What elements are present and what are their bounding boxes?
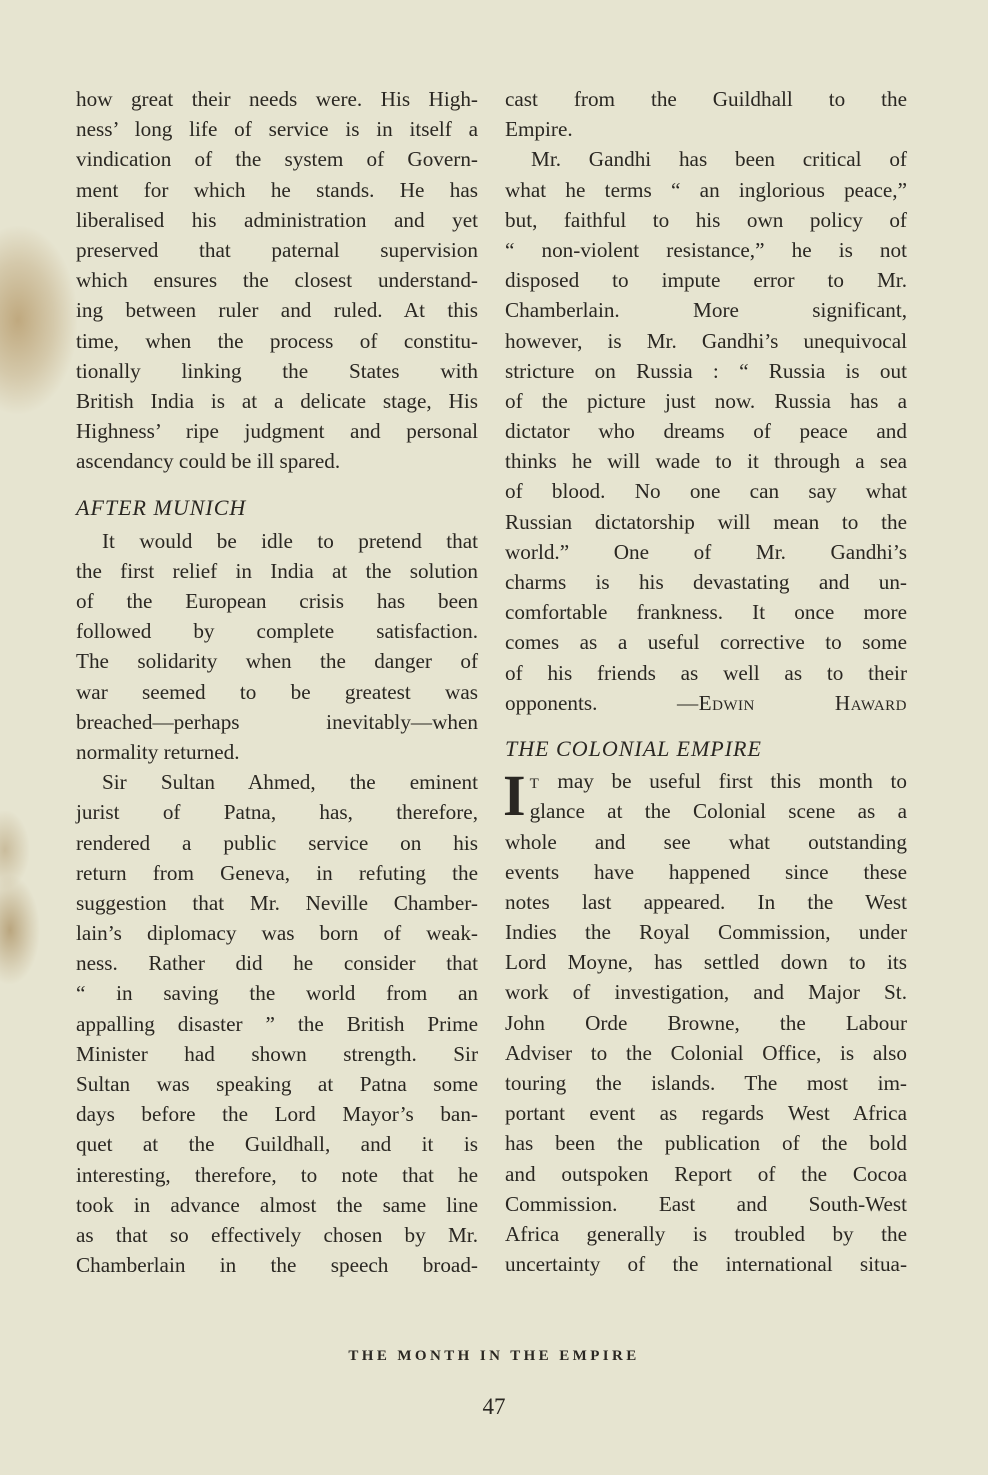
text-line: The solidarity when the danger of	[76, 649, 478, 674]
text-line: which ensures the closest understand-	[76, 268, 478, 293]
text-line: comes as a useful corrective to some	[505, 630, 907, 655]
text-line: Indies the Royal Commission, under	[505, 920, 907, 945]
text-line: of the European crisis has been	[76, 589, 478, 613]
text-line: war seemed to be greatest was	[76, 679, 478, 704]
running-footer-title: THE MONTH IN THE EMPIRE	[348, 1348, 640, 1364]
text-line: return from Geneva, in refuting the	[76, 860, 478, 885]
text-line: what he terms “ an inglorious peace,”	[505, 177, 907, 202]
text-line: Mr. Gandhi has been critical of	[531, 147, 907, 172]
text-line: Chamberlain in the speech broad-	[76, 1253, 478, 1278]
text-line: normality returned.	[76, 739, 240, 764]
text-line: world.” One of Mr. Gandhi’s	[505, 539, 907, 564]
text-line: Chamberlain. More significant,	[505, 298, 907, 323]
section-heading-after-munich: AFTER MUNICH	[76, 495, 247, 521]
text-line: quet at the Guildhall, and it is	[76, 1132, 478, 1157]
paragraph-broadcast-end	[505, 84, 907, 144]
author-signature: —Edwin Haward	[676, 690, 908, 715]
paragraph-his-highness	[76, 84, 478, 476]
text-line: ness’ long life of service is in itself a	[76, 117, 478, 142]
text-line: vindication of the system of Govern-	[76, 147, 478, 172]
text-line: stricture on Russia : “ Russia is out	[505, 358, 907, 383]
text-line: tionally linking the States with	[76, 358, 478, 383]
small-caps-lead: T	[529, 776, 540, 793]
text-line: comfortable frankness. It once more	[505, 600, 907, 625]
paragraph-colonial-empire-body	[505, 827, 907, 1280]
text-line: breached—perhaps inevitably—when	[76, 709, 478, 734]
text-line: glance at the Colonial scene as a	[529, 799, 907, 824]
text-line: “ non-violent resistance,” he is not	[505, 237, 907, 262]
text-line: ascendancy could be ill spared.	[76, 449, 341, 474]
text-line: liberalised his administration and yet	[76, 207, 478, 232]
text-line: followed by complete satisfaction.	[76, 619, 478, 644]
text-line: ment for which he stands. He has	[76, 177, 478, 202]
text-line: Commission. East and South-West	[505, 1191, 907, 1216]
text-line: John Orde Browne, the Labour	[505, 1010, 907, 1035]
text-line: took in advance almost the same line	[76, 1192, 478, 1217]
text-line: touring the islands. The most im-	[505, 1071, 907, 1095]
text-line: lain’s diplomacy was born of weak-	[76, 921, 478, 946]
text-line: uncertainty of the international situa-	[505, 1252, 907, 1277]
text-line: Adviser to the Colonial Office, is also	[505, 1040, 907, 1065]
text-line: portant event as regards West Africa	[505, 1101, 907, 1126]
text-line: Lord Moyne, has settled down to its	[505, 950, 907, 975]
text-line: of blood. No one can say what	[505, 479, 907, 504]
text-line: of his friends as well as to their	[505, 660, 907, 685]
right-column	[505, 84, 907, 1279]
text-line: days before the Lord Mayor’s ban-	[76, 1102, 478, 1127]
signature-line	[505, 688, 907, 718]
section-heading-colonial-empire: THE COLONIAL EMPIRE	[505, 735, 762, 761]
text-line: of the picture just now. Russia has a	[505, 388, 907, 413]
paragraph-gandhi	[505, 144, 907, 687]
paragraph-after-munich	[76, 526, 478, 768]
page-number: 47	[482, 1394, 506, 1419]
text-line: Sir Sultan Ahmed, the eminent	[102, 770, 478, 795]
text-line: but, faithful to his own policy of	[505, 207, 907, 232]
drop-cap: I	[503, 763, 526, 829]
text-line: suggestion that Mr. Neville Chamber-	[76, 890, 478, 915]
text-line: how great their needs were. His High-	[76, 87, 478, 111]
text-line: ness. Rather did he consider that	[76, 951, 478, 976]
text-line: It would be idle to pretend that	[102, 528, 478, 553]
text-line: thinks he will wade to it through a sea	[505, 449, 907, 474]
text-line: work of investigation, and Major St.	[505, 980, 907, 1005]
text-line: Africa generally is troubled by the	[505, 1221, 907, 1246]
text-line: interesting, therefore, to note that he	[76, 1162, 478, 1187]
text-line: as that so effectively chosen by Mr.	[76, 1222, 478, 1247]
text-line-content: may be useful first this month to	[539, 769, 907, 794]
text-line: the first relief in India at the solution	[76, 558, 478, 583]
text-line: charms is his devastating and un-	[505, 570, 907, 594]
text-line: events have happened since these	[505, 859, 907, 884]
paragraph-sir-sultan-ahmed	[76, 767, 478, 1280]
text-line: and outspoken Report of the Cocoa	[505, 1161, 907, 1186]
left-column	[76, 84, 478, 1280]
text-line: jurist of Patna, has, therefore,	[76, 800, 478, 825]
text-line: Minister had shown strength. Sir	[76, 1041, 478, 1066]
text-line: “ in saving the world from an	[76, 981, 478, 1006]
paragraph-last-word: opponents.	[505, 690, 598, 715]
text-line: ing between ruler and ruled. At this	[76, 298, 478, 323]
text-line: time, when the process of constitu-	[76, 328, 478, 353]
text-line: notes last appeared. In the West	[505, 889, 907, 914]
text-line: Russian dictatorship will mean to the	[505, 509, 907, 534]
text-line: British India is at a delicate stage, His	[76, 388, 478, 413]
text-line: rendered a public service on his	[76, 830, 478, 855]
text-line: has been the publication of the bold	[505, 1131, 907, 1156]
text-line: cast from the Guildhall to the	[505, 87, 907, 111]
paragraph-colonial-empire	[503, 763, 907, 1279]
text-line: however, is Mr. Gandhi’s unequivocal	[505, 328, 907, 353]
text-line	[505, 766, 907, 796]
text-line: disposed to impute error to Mr.	[505, 268, 907, 293]
text-line: preserved that paternal supervision	[76, 237, 478, 262]
text-line: appalling disaster ” the British Prime	[76, 1011, 478, 1036]
text-line: Highness’ ripe judgment and personal	[76, 419, 478, 444]
text-line: Empire.	[505, 117, 573, 142]
text-line: whole and see what outstanding	[505, 829, 907, 854]
text-line: dictator who dreams of peace and	[505, 419, 907, 444]
text-line: Sultan was speaking at Patna some	[76, 1072, 478, 1096]
